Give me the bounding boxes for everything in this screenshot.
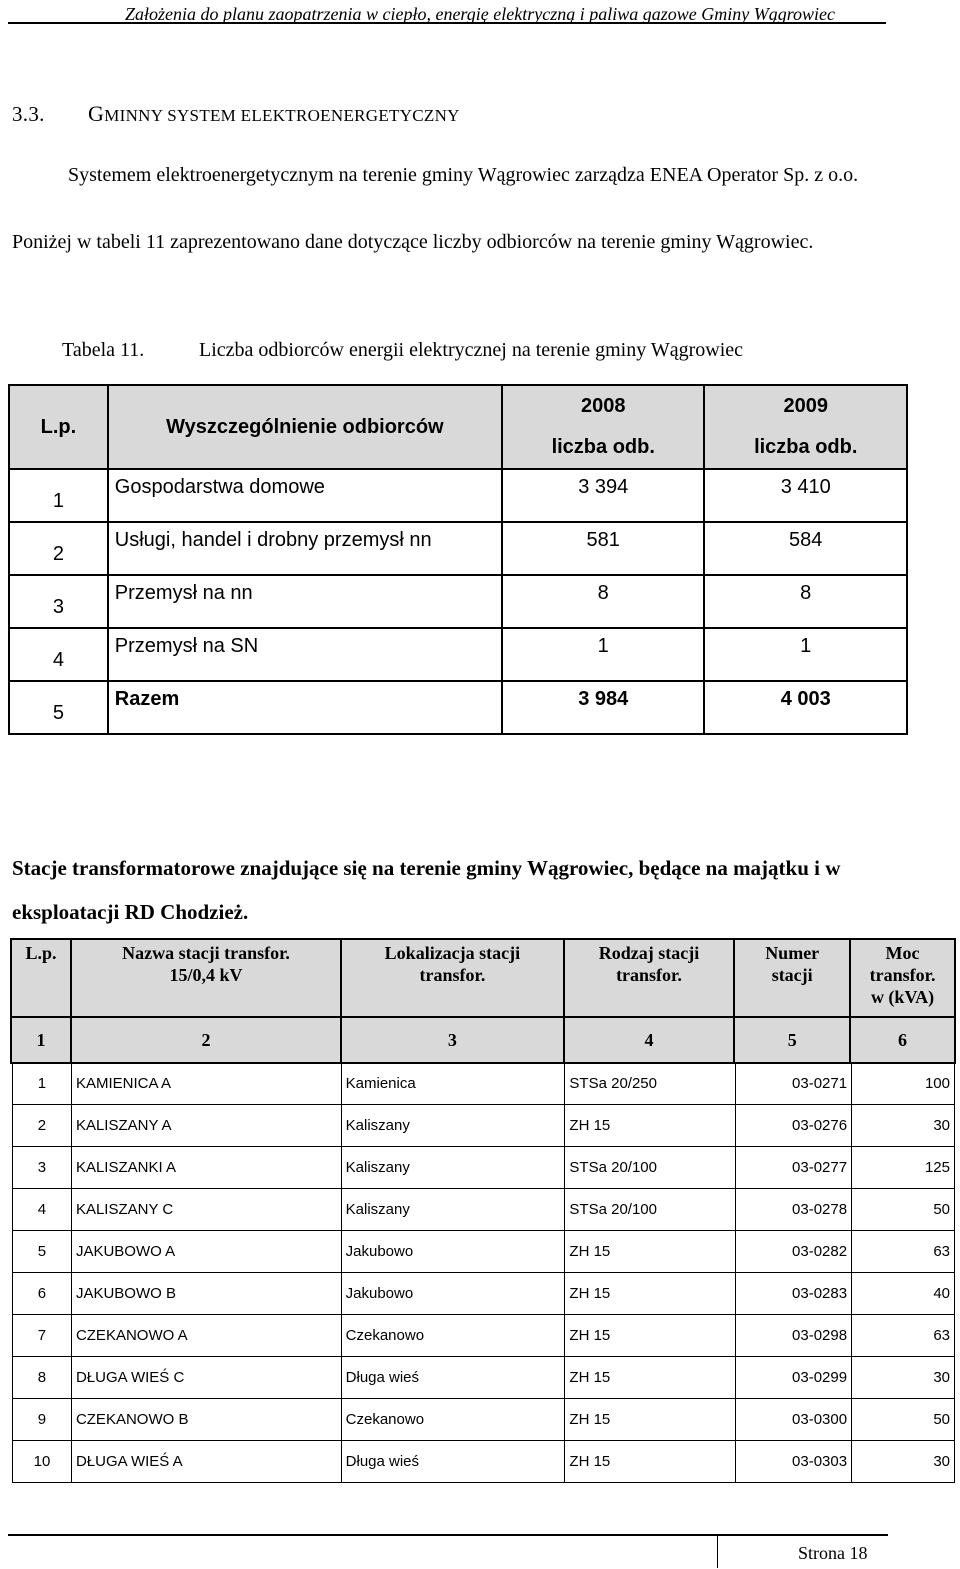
section-heading	[12, 101, 460, 127]
stations-column-number: 5	[734, 1017, 850, 1063]
table-row	[9, 522, 907, 575]
stations-header-lp: L.p.	[11, 939, 71, 1017]
station-cell-location: Kaliszany	[341, 1147, 565, 1189]
station-cell-name: KAMIENICA A	[71, 1063, 341, 1105]
station-cell-lp: 7	[13, 1315, 72, 1357]
station-cell-type: ZH 15	[565, 1357, 736, 1399]
station-cell-power: 50	[852, 1189, 955, 1231]
table11-cell-lp: 5	[9, 681, 108, 734]
stations-table	[12, 1062, 955, 1483]
station-cell-lp: 3	[13, 1147, 72, 1189]
station-cell-power: 63	[852, 1231, 955, 1273]
table11-header-description: Wyszczególnienie odbiorców	[108, 385, 502, 469]
station-cell-location: Kaliszany	[341, 1105, 565, 1147]
table11-caption-text: Liczba odbiorców energii elektrycznej na terenie gminy Wągrowiec	[199, 339, 744, 361]
table11-cell-2009: 1	[704, 628, 907, 681]
table11-cell-name: Gospodarstwa domowe	[108, 469, 502, 522]
station-cell-power: 100	[852, 1063, 955, 1105]
station-cell-number: 03-0276	[736, 1105, 852, 1147]
station-cell-number: 03-0298	[736, 1315, 852, 1357]
station-cell-lp: 8	[13, 1357, 72, 1399]
station-cell-power: 63	[852, 1315, 955, 1357]
table11-cell-lp: 2	[9, 522, 108, 575]
table11-caption	[62, 339, 743, 362]
station-cell-name: DŁUGA WIEŚ C	[71, 1357, 341, 1399]
section-number: 3.3.	[12, 102, 45, 126]
station-cell-lp: 10	[13, 1441, 72, 1483]
table11-consumers	[8, 384, 908, 735]
station-cell-type: STSa 20/100	[565, 1147, 736, 1189]
table-row	[13, 1063, 955, 1105]
table11-cell-2009: 584	[704, 522, 907, 575]
table11-cell-name: Przemysł na nn	[108, 575, 502, 628]
station-cell-power: 30	[852, 1105, 955, 1147]
section-title: MINNY SYSTEM ELEKTROENERGETYCZNY	[104, 106, 460, 125]
station-cell-type: ZH 15	[565, 1441, 736, 1483]
station-cell-number: 03-0278	[736, 1189, 852, 1231]
table-row	[13, 1189, 955, 1231]
station-cell-type: STSa 20/100	[565, 1189, 736, 1231]
station-cell-power: 30	[852, 1441, 955, 1483]
station-cell-name: JAKUBOWO A	[71, 1231, 341, 1273]
station-cell-type: ZH 15	[565, 1273, 736, 1315]
running-header: Założenia do planu zaopatrzenia w ciepło, energię elektryczną i paliwa gazowe Gminy Wągrowiec	[124, 4, 836, 24]
table11-cell-name: Razem	[108, 681, 502, 734]
station-cell-location: Jakubowo	[341, 1273, 565, 1315]
station-cell-type: STSa 20/250	[565, 1063, 736, 1105]
page-number: Strona 18	[798, 1543, 868, 1563]
stations-column-number: 6	[850, 1017, 955, 1063]
station-cell-location: Kamienica	[341, 1063, 565, 1105]
table11-cell-2008: 8	[502, 575, 704, 628]
table-row	[13, 1399, 955, 1441]
station-cell-number: 03-0282	[736, 1231, 852, 1273]
table11-cell-2008: 3 984	[502, 681, 704, 734]
table-row	[9, 469, 907, 522]
table11-subheader-2009: liczba odb.	[704, 427, 907, 469]
paragraph-table-intro: Poniżej w tabeli 11 zaprezentowano dane dotyczące liczby odbiorców na terenie gminy Wągrowiec.	[12, 231, 814, 253]
stations-header-number: Numer stacji	[734, 939, 850, 1017]
stations-column-number: 4	[564, 1017, 735, 1063]
station-cell-location: Kaliszany	[341, 1189, 565, 1231]
station-cell-name: KALISZANY C	[71, 1189, 341, 1231]
station-cell-location: Jakubowo	[341, 1231, 565, 1273]
stations-table-header	[10, 938, 956, 1064]
table-row	[9, 628, 907, 681]
station-cell-type: ZH 15	[565, 1231, 736, 1273]
table11-cell-lp: 1	[9, 469, 108, 522]
table11-cell-lp: 4	[9, 628, 108, 681]
station-cell-lp: 9	[13, 1399, 72, 1441]
table-row-total	[9, 681, 907, 734]
station-cell-type: ZH 15	[565, 1105, 736, 1147]
table-row	[13, 1357, 955, 1399]
table11-cell-2008: 3 394	[502, 469, 704, 522]
footer-separator	[717, 1534, 718, 1568]
station-cell-type: ZH 15	[565, 1315, 736, 1357]
station-cell-number: 03-0299	[736, 1357, 852, 1399]
station-cell-lp: 4	[13, 1189, 72, 1231]
station-cell-name: CZEKANOWO B	[71, 1399, 341, 1441]
station-cell-name: KALISZANKI A	[71, 1147, 341, 1189]
table-row	[13, 1441, 955, 1483]
station-cell-number: 03-0271	[736, 1063, 852, 1105]
table11-cell-2009: 4 003	[704, 681, 907, 734]
station-cell-location: Czekanowo	[341, 1399, 565, 1441]
table-row	[13, 1273, 955, 1315]
footer-rule	[8, 1534, 888, 1536]
station-cell-name: KALISZANY A	[71, 1105, 341, 1147]
table11-cell-name: Usługi, handel i drobny przemysł nn	[108, 522, 502, 575]
table11-header-year-2008: 2008	[502, 385, 704, 427]
station-cell-name: DŁUGA WIEŚ A	[71, 1441, 341, 1483]
table11-cell-2008: 581	[502, 522, 704, 575]
station-cell-lp: 2	[13, 1105, 72, 1147]
table11-cell-2009: 3 410	[704, 469, 907, 522]
table11-cell-lp: 3	[9, 575, 108, 628]
table11-subheader-2008: liczba odb.	[502, 427, 704, 469]
stations-header-power: Moc transfor. w (kVA)	[850, 939, 955, 1017]
station-cell-number: 03-0277	[736, 1147, 852, 1189]
station-cell-lp: 1	[13, 1063, 72, 1105]
table11-cell-2009: 8	[704, 575, 907, 628]
stations-header-name: Nazwa stacji transfor. 15/0,4 kV	[71, 939, 341, 1017]
station-cell-power: 40	[852, 1273, 955, 1315]
station-cell-power: 125	[852, 1147, 955, 1189]
station-cell-name: JAKUBOWO B	[71, 1273, 341, 1315]
station-cell-location: Długa wieś	[341, 1357, 565, 1399]
table11-caption-label: Tabela 11.	[62, 339, 145, 361]
table11-header-lp: L.p.	[9, 385, 108, 469]
table-row	[9, 575, 907, 628]
stations-header-location: Lokalizacja stacji transfor.	[341, 939, 564, 1017]
station-cell-lp: 6	[13, 1273, 72, 1315]
stations-header-type: Rodzaj stacji transfor.	[564, 939, 735, 1017]
station-cell-number: 03-0283	[736, 1273, 852, 1315]
table11-cell-2008: 1	[502, 628, 704, 681]
header-rule	[8, 22, 886, 24]
table-row	[13, 1231, 955, 1273]
table-row	[13, 1105, 955, 1147]
station-cell-name: CZEKANOWO A	[71, 1315, 341, 1357]
stations-column-number: 3	[341, 1017, 564, 1063]
station-cell-location: Czekanowo	[341, 1315, 565, 1357]
station-cell-type: ZH 15	[565, 1399, 736, 1441]
table11-header-year-2009: 2009	[704, 385, 907, 427]
table11-cell-name: Przemysł na SN	[108, 628, 502, 681]
stations-title: Stacje transformatorowe znajdujące się na terenie gminy Wągrowiec, będące na majątku i w eksploatacji RD Chodzież.	[12, 856, 841, 924]
station-cell-number: 03-0303	[736, 1441, 852, 1483]
table-row	[13, 1147, 955, 1189]
section-title-initial: G	[88, 101, 105, 126]
station-cell-power: 50	[852, 1399, 955, 1441]
stations-column-number: 1	[11, 1017, 71, 1063]
station-cell-location: Długa wieś	[341, 1441, 565, 1483]
stations-column-number: 2	[71, 1017, 341, 1063]
table-row	[13, 1315, 955, 1357]
station-cell-number: 03-0300	[736, 1399, 852, 1441]
station-cell-power: 30	[852, 1357, 955, 1399]
station-cell-lp: 5	[13, 1231, 72, 1273]
paragraph-operator: Systemem elektroenergetycznym na terenie gminy Wągrowiec zarządza ENEA Operator Sp. z o.o.	[68, 164, 859, 186]
